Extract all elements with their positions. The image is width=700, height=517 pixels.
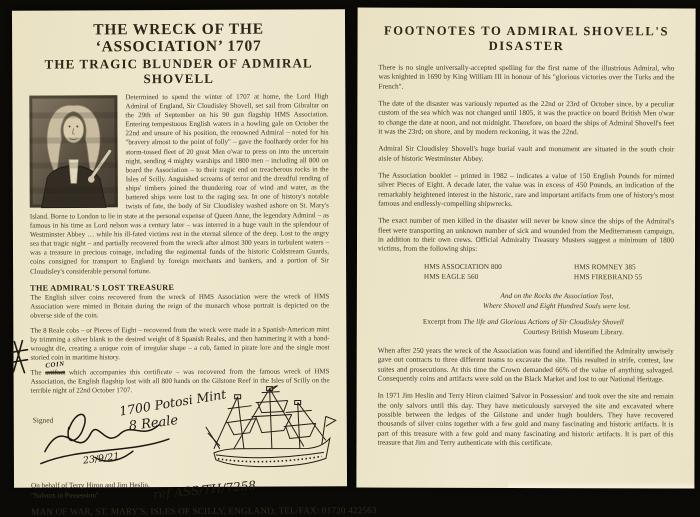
excerpt-book-title: The life and Glorious Actions of Sir Cloudisley Shovell xyxy=(463,317,624,327)
right-para-5: The exact number of men killed in the disaster will never be know since the ships of the Admiral's fleet were transporting an unknown number of sick and wounded from the Mediterranean campaign, in addition to their own crews. Official Admiralty Treasury Musters suggest a minimum of 1800 victims, from the following ships: xyxy=(377,215,675,254)
right-para-2: The date of the disaster was variously reported as the 22nd or 23rd of October since, by a peculiar custom of the sea which was not changed until 1805, it was the practice on board British Men o'war to change the date at noon, and not midnight. Therefore, on board the ships of Admiral Shovell's feet it was the 23rd; on shore, and by modern reckoning, it was the 22nd. xyxy=(378,98,675,137)
paper-edge-highlight xyxy=(508,481,694,488)
handwritten-denomination: 8 Reale xyxy=(128,412,180,434)
certificate-title-line2: THE TRAGIC BLUNDER OF ADMIRAL SHOVELL xyxy=(44,55,313,86)
handwritten-coin-detail: 1700 Potosi Mint xyxy=(118,386,228,419)
certificate-footer-address: MAN OF WAR, ST. MARY'S, ISLES OF SCILLY, ENGLAND, TEL/FAX: 01720 422563 xyxy=(31,504,377,517)
right-para-4: The Association booklet – printed in 1982 – indicates a value of 150 English Pounds for minted silver Pieces of Eight. A decade later, the value was in excess of 450 Pounds, an indication of the remarkably heightened interest in the historic, rare and important artifacts from one of history's most famous and endlessly-compelling shipwrecks. xyxy=(378,170,675,208)
left-para-3: The 8 Reale cobs – or Pieces of Eight – recovered from the wreck were made in a Spanish-American mint by trimming a silver blank to the desired weight of 8 Spanish Reales, and then hammering it with a hand-wrought die, creating a unique coin of irregular shape – a cob, famed in pirate lore and the single most storied coin in maritime history. xyxy=(30,325,330,362)
para4-pre: The xyxy=(30,368,46,377)
left-para-2: The English silver coins recovered from the wreck of HMS Association were the wreck of HMS Association were minted in Britain during the reign of the monarch whose portrait is depicted on the obverse side of the coin. xyxy=(30,292,330,320)
excerpt-line1: Excerpt from The life and Glorious Actions of Sir Cloudisley Shovell xyxy=(422,317,624,327)
para4-post: which accompanies this certificate – was recovered from the famous wreck of HMS Association, the English flagship lost with all 800 hands on the Gilstone Reef in the Isles of Scilly on the terrible night of 22nd October 1707. xyxy=(30,367,330,395)
struck-word: artifact COIN xyxy=(44,360,66,377)
certificate-page xyxy=(12,9,377,517)
admiral-portrait xyxy=(29,95,117,207)
casualty-ship-list xyxy=(424,261,674,283)
right-para-7: In 1971 Jim Heslin and Terry Hiron claimed 'Salvor in Possession' and took over the site and remain the only salvors until this day. They have meticulously surveyed the site and excavated where possible between the ledges of the Gilstone and under hugh boulders. They have recovered thousands of silver coins together with a few gold and many fascinating and historic artifacts. It is part of this treasure with a few gold and many fascinating and historic artifacts. It is part of this treasure that Jim and Terry authenticate with this certificate. xyxy=(377,391,674,448)
behalf-line2: "Salvors in Possession" xyxy=(31,490,99,500)
certificate-title-line1: THE WRECK OF THE ‘ASSOCIATION’ 1707 xyxy=(93,20,264,56)
footnotes-page xyxy=(356,8,695,489)
ship-firebrand: HMS FIREBRAND 55 xyxy=(573,272,643,282)
excerpt-attribution xyxy=(378,317,624,337)
attribution-block xyxy=(31,477,330,503)
signature-area xyxy=(31,386,330,481)
right-para-6: When after 250 years the wreck of the Association was found and identified the Admiralty unwisely gave out contracts to three different teams to excavate the site. This resulted in strife, contest, law suites and prosecutions. At this time the Crown demanded 66% of the value of anything salvaged. Consequently coins and artifacts were sold on the Black Market and lost to our National Heritage. xyxy=(377,345,674,384)
ship-eagle: HMS EAGLE 560 xyxy=(423,271,479,282)
handwritten-date: 23/9/21 xyxy=(82,450,121,467)
quote-line1: And on the Rocks the Association Tost, xyxy=(500,290,614,300)
excerpt-line2: Courtesy British Museum Library. xyxy=(523,327,624,337)
handwritten-coin-note: COIN xyxy=(44,360,65,370)
verse-quote xyxy=(468,291,646,311)
right-para-3: Admiral Sir Cloudisley Shovell's huge burial vault and monument are situated in the south choir aisle of historic Westminster Abbey. xyxy=(378,143,675,163)
ship-association: HMS ASSOCIATION 800 xyxy=(423,261,502,271)
handwritten-reference-number: ref ASS/TH/7258 xyxy=(152,477,257,502)
quote-line2: Where Shovell and Eight Hundred Souls were lost. xyxy=(483,300,631,310)
right-para-1: There is no single universally-accepted spelling for the first name of the illustrious Admiral, who was knighted in 1690 by King William III in honour of his "glorious victories over the Turks and the French". xyxy=(378,62,675,91)
ship-illustration xyxy=(204,382,336,481)
margin-scribble-mark xyxy=(10,340,28,376)
ship-romney: HMS ROMNEY 385 xyxy=(573,261,636,271)
behalf-line1: On behalf of Terry Hiron and Jim Heslin, xyxy=(31,480,150,490)
section-heading-lost-treasure: THE ADMIRAL'S LOST TREASURE xyxy=(30,282,175,293)
footnotes-title: FOOTNOTES TO ADMIRAL SHOVELL'S DISASTER xyxy=(383,23,670,54)
left-para-1: Determined to spend the winter of 1707 at home, the Lord High Admiral of England, Sir Cloudisley Shovell, set sail from Gibraltar on the 29th of September on his 90 gun flagship HMS Association. Entering tempestuous English waters in a howling gale on October the 22nd and unsure of his position, the renowned Admiral – noted for his "bravery almost to the point of folly" – gave the foolhardy order for his storm-tossed fleet of 20 great Men o'war to press on into the uncertain night, sending 4 mighty warships and 1800 men – including all 800 on board the Association – to their tragic end on treacherous rocks in the Isles of Scilly. Anguished screams of terror and the dreadful rending of ships' timbers joined the thundering roar of wind and water, as the battered ships were lost to the raging sea. In one of history's notable twists of fate, the body of Sir Cloudisley washed ashore on St. Mary's Island. Borne to London to lie in state at the personal expense of Queen Anne, the legendary Admiral – as famous in his time as Lord nelson was a century later – was interred in a huge vault in the splendour of Westminster Abbey … while his ill-fated victims rest in the eternal silence of the deep. Lost to the angry sea that tragic night – and partially recovered from the wreck after almost 300 years in turbulent waters – was a treasure in precious coinage, including the regimental funds of the historic Coldstream Guards, coins consigned for transport to England by foreign merchants and bankers, and a portion of Sir Cloudisley's considerable personal fortune. xyxy=(29,91,330,276)
signed-label: Signed xyxy=(32,415,54,425)
